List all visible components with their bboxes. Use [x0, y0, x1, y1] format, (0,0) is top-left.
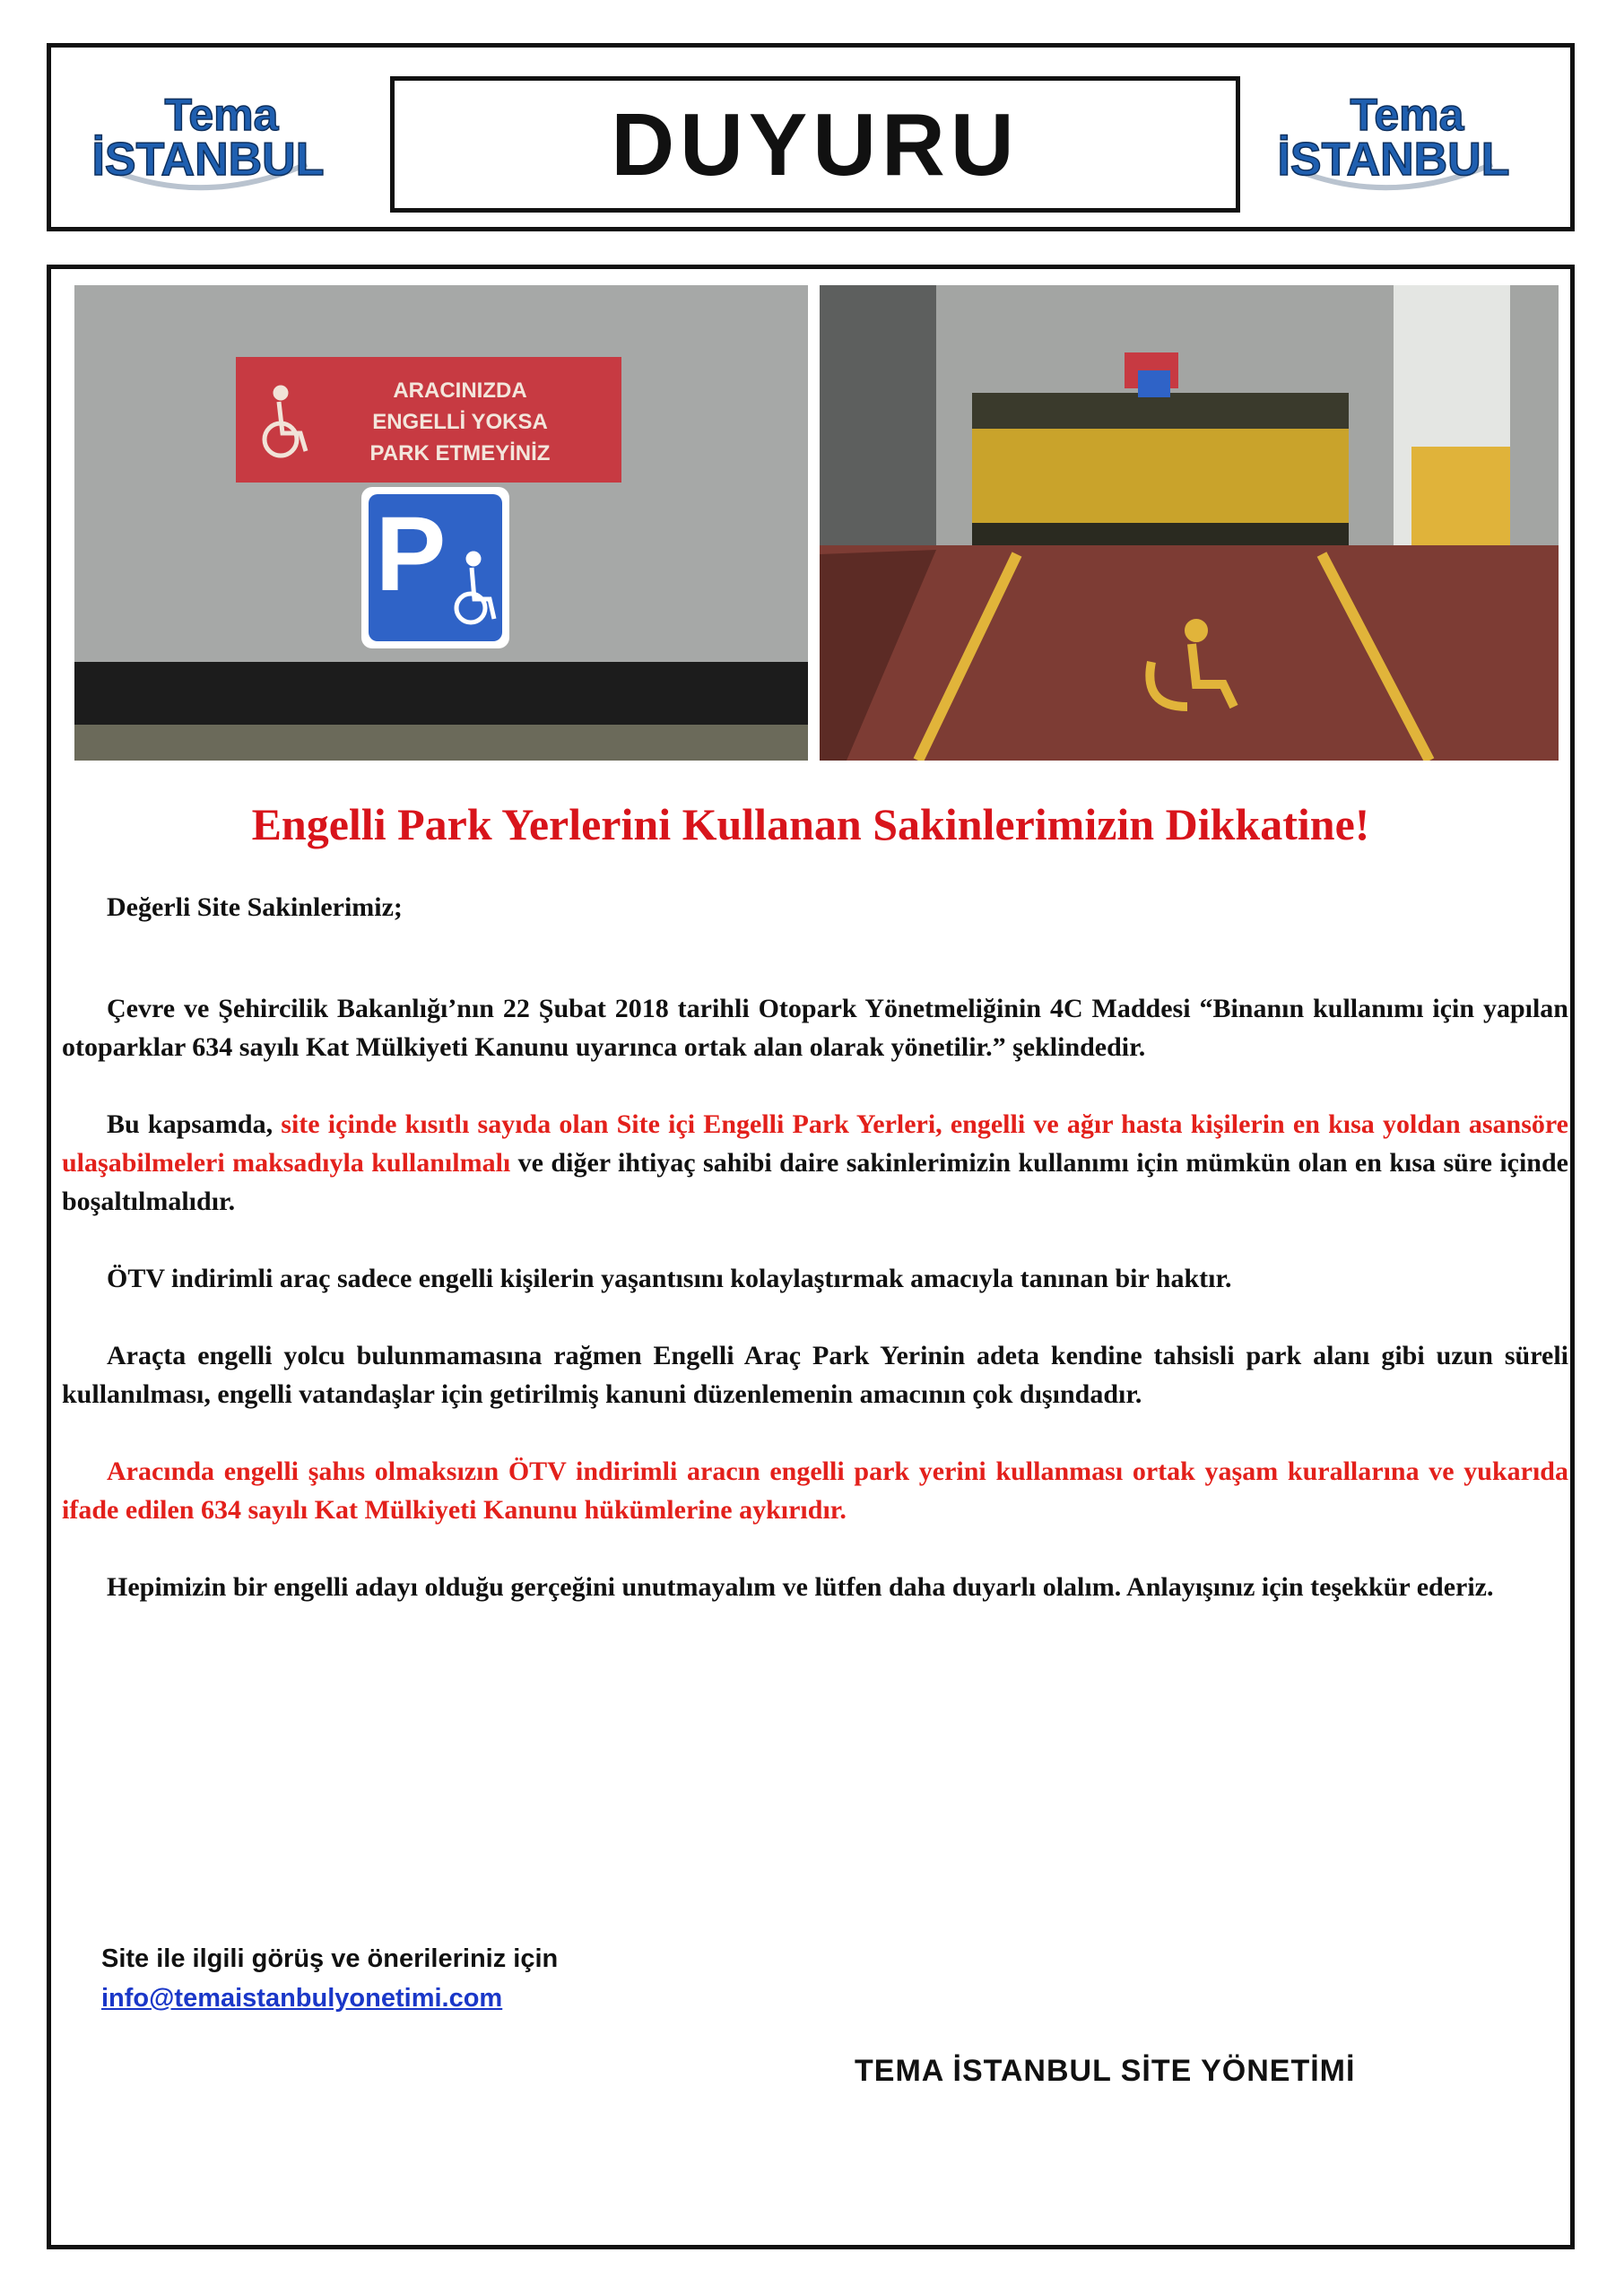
paragraph-scope-end: ve diğer ihtiyaç sahibi daire sakinlerimizin kullanımı için mümkün olan en kısa süre içinde boşaltılmalıdır. — [62, 1148, 1568, 1216]
svg-text:Tema: Tema — [1350, 90, 1464, 140]
paragraph-warning: Aracında engelli şahıs olmaksızın ÖTV indirimli aracın engelli park yerini kullanması ortak yaşam kurallarına ve yukarıda ifade edilen 634 sayılı Kat Mülkiyeti Kanunu hükümlerine aykırıdır. — [62, 1457, 1568, 1525]
svg-text:PARK ETMEYİNİZ: PARK ETMEYİNİZ — [369, 441, 551, 465]
contact-email-link[interactable]: info@temaistanbulyonetimi.com — [101, 1984, 503, 2013]
paragraph-misuse: Araçta engelli yolcu bulunmamasına rağmen Engelli Araç Park Yerinin adeta kendine tahsisli park alanı gibi uzun süreli kullanılması, engelli vatandaşlar için getirilmiş kanuni düzenlemenin amacının çok dışındadır. — [62, 1341, 1568, 1409]
paragraph-scope — [62, 1105, 1568, 1221]
paragraph-scope-highlight: site içinde kısıtlı sayıda olan Site içi Engelli Park Yerleri, engelli ve ağır hasta kişilerin en kısa yoldan asansöre ulaşabilmeleri maksadıyla kullanılmalı — [62, 1109, 1568, 1178]
tema-istanbul-logo-right — [1272, 82, 1515, 207]
paragraph-otv: ÖTV indirimli araç sadece engelli kişilerin yaşantısını kolaylaştırmak amacıyla tanınan bir haktır. — [107, 1264, 1232, 1293]
parking-bay-photo — [820, 285, 1559, 761]
svg-text:P: P — [375, 495, 447, 613]
parking-sign-photo — [74, 285, 808, 761]
paragraph-regulation: Çevre ve Şehircilik Bakanlığı’nın 22 Şubat 2018 tarihli Otopark Yönetmeliğinin 4C Maddesi “Binanın kullanımı için yapılan otoparklar 634 sayılı Kat Mülkiyeti Kanunu uyarınca ortak alan olarak yönetilir.” şeklindedir. — [62, 994, 1568, 1062]
contact-line: Site ile ilgili görüş ve önerileriniz için — [101, 1944, 559, 1973]
paragraph-scope-start: Bu kapsamda, — [107, 1109, 282, 1139]
headline: Engelli Park Yerlerini Kullanan Sakinlerimizin Dikkatine! — [251, 799, 1370, 849]
announcement-header — [47, 43, 1575, 231]
svg-text:ARACINIZDA: ARACINIZDA — [393, 378, 527, 403]
page-title: DUYURU — [611, 94, 1020, 194]
signature: TEMA İSTANBUL SİTE YÖNETİMİ — [855, 2054, 1356, 2088]
title-box — [390, 76, 1240, 213]
svg-text:İSTANBUL: İSTANBUL — [1277, 134, 1510, 186]
svg-text:Tema: Tema — [164, 90, 279, 140]
greeting: Değerli Site Sakinlerimiz; — [107, 892, 403, 922]
svg-text:İSTANBUL: İSTANBUL — [91, 134, 325, 186]
announcement-body — [47, 265, 1575, 2249]
tema-istanbul-logo-left — [87, 82, 329, 207]
paragraph-closing: Hepimizin bir engelli adayı olduğu gerçeğini unutmayalım ve lütfen daha duyarlı olalım. Anlayışınız için teşekkür ederiz. — [107, 1572, 1494, 1602]
announcement-text — [62, 888, 1568, 1606]
contact-block — [101, 1939, 558, 2018]
svg-text:ENGELLİ YOKSA: ENGELLİ YOKSA — [372, 410, 548, 434]
